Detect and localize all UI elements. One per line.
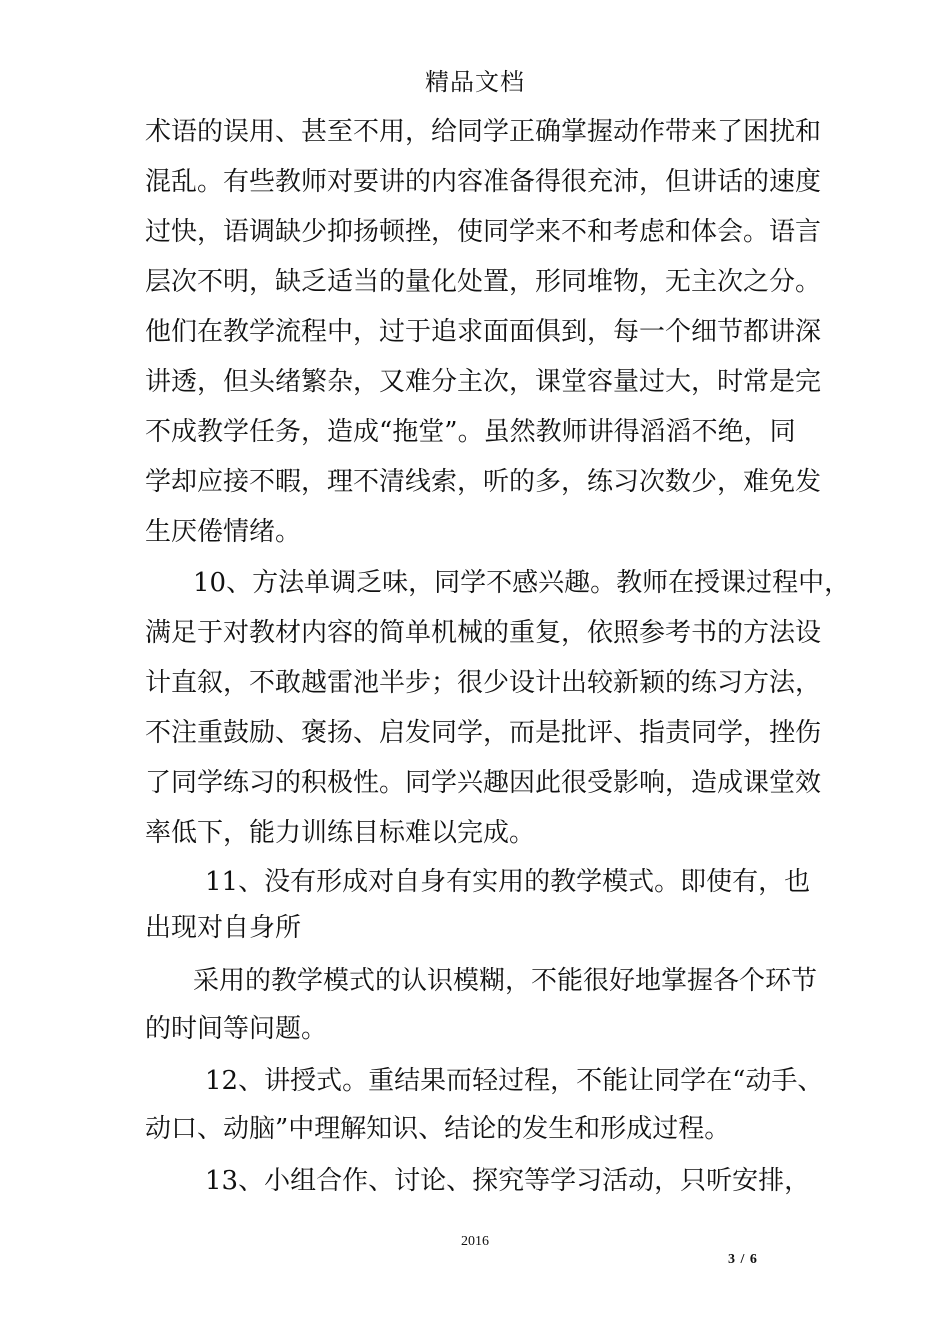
text-line: 出现对自身所 [145, 913, 302, 943]
text-line: 采用的教学模式的认识模糊，不能很好地掌握各个环节 [193, 966, 818, 996]
page-header-title: 精品文档 [425, 68, 525, 96]
text-line: 的时间等问题。 [145, 1014, 328, 1044]
text-line: 满足于对教材内容的简单机械的重复，依照参考书的方法设 [145, 618, 822, 648]
text-line: 混乱。有些教师对要讲的内容准备得很充沛，但讲话的速度 [145, 167, 822, 197]
text-line: 不注重鼓励、褒扬、启发同学，而是批评、指责同学，挫伤 [145, 718, 822, 748]
text-line: 动口、动脑”中理解知识、结论的发生和形成过程。 [145, 1114, 731, 1144]
text-line: 生厌倦情绪。 [145, 517, 302, 547]
text-line: 讲透，但头绪繁杂，又难分主次，课堂容量过大，时常是完 [145, 367, 822, 397]
text-line: 率低下，能力训练目标难以完成。 [145, 818, 536, 848]
text-line: 不成教学任务，造成“拖堂”。虽然教师讲得滔滔不绝，同 [145, 417, 796, 447]
text-line: 层次不明，缺乏适当的量化处置，形同堆物，无主次之分。 [145, 267, 822, 297]
footer-year: 2016 [461, 1234, 489, 1249]
paragraph-12-start: 12、讲授式。重结果而轻过程，不能让同学在“动手、 [205, 1066, 824, 1096]
text-line: 学却应接不暇，理不清线索，听的多，练习次数少，难免发 [145, 467, 822, 497]
text-line: 他们在教学流程中，过于追求面面俱到，每一个细节都讲深 [145, 317, 822, 347]
paragraph-11-start: 11、没有形成对自身有实用的教学模式。即使有，也 [205, 867, 811, 897]
text-line: 计直叙，不敢越雷池半步；很少设计出较新颖的练习方法， [145, 668, 822, 698]
paragraph-10-start: 10、方法单调乏味，同学不感兴趣。教师在授课过程中， [193, 568, 851, 598]
paragraph-13-start: 13、小组合作、讨论、探究等学习活动，只听安排， [205, 1166, 811, 1196]
page-number: 3 / 6 [728, 1252, 758, 1267]
text-line: 过快，语调缺少抑扬顿挫，使同学来不和考虑和体会。语言 [145, 217, 822, 247]
text-line: 了同学练习的积极性。同学兴趣因此很受影响，造成课堂效 [145, 768, 822, 798]
text-line: 术语的误用、甚至不用，给同学正确掌握动作带来了困扰和 [145, 117, 822, 147]
